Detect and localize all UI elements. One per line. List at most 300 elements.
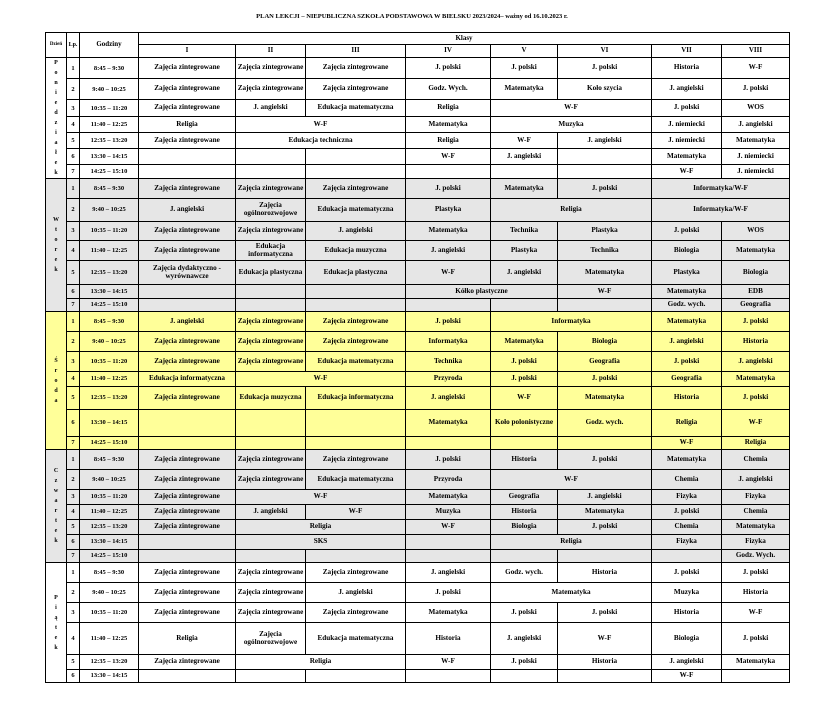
lesson-cell (491, 165, 558, 179)
lesson-cell: J. polski (652, 222, 722, 241)
lesson-cell (236, 550, 306, 563)
lesson-number: 1 (67, 450, 80, 470)
lesson-cell: Informatyka (491, 312, 652, 332)
lesson-cell: W-F (306, 505, 406, 520)
lesson-cell (236, 437, 306, 450)
lesson-cell: WOS (722, 222, 790, 241)
lesson-cell (139, 165, 236, 179)
lesson-cell (491, 299, 558, 312)
lesson-cell: Edukacja muzyczna (306, 241, 406, 261)
lesson-cell: Plastyka (652, 261, 722, 285)
lesson-hours: 14:25 – 15:10 (80, 165, 139, 179)
class-header: VIII (722, 45, 790, 58)
lesson-cell: J. polski (558, 179, 652, 199)
lesson-hours: 13:30 – 14:15 (80, 670, 139, 683)
lesson-hours: 9:40 – 10:25 (80, 199, 139, 222)
lesson-cell: J. angielski (491, 623, 558, 655)
lesson-cell: Edukacja matematyczna (306, 100, 406, 117)
lesson-cell (139, 670, 236, 683)
lesson-number: 3 (67, 603, 80, 623)
lesson-hours: 14:25 – 15:10 (80, 299, 139, 312)
lesson-cell: W-F (558, 285, 652, 299)
lesson-cell: Zajęcia zintegrowane (139, 563, 236, 583)
lesson-cell: Zajęcia zintegrowane (236, 352, 306, 372)
lesson-number: 5 (67, 133, 80, 149)
lesson-cell: J. polski (491, 603, 558, 623)
lesson-cell: Zajęcia zintegrowane (306, 450, 406, 470)
lesson-cell: Edukacja matematyczna (306, 352, 406, 372)
lesson-cell: Historia (491, 505, 558, 520)
lesson-hours: 9:40 – 10:25 (80, 470, 139, 490)
lesson-cell: Edukacja plastyczna (306, 261, 406, 285)
lesson-cell: Zajęcia zintegrowane (139, 490, 236, 505)
lesson-cell: Religia (236, 655, 406, 670)
schedule-row (46, 372, 790, 387)
lesson-cell: J. angielski (722, 352, 790, 372)
lesson-number: 4 (67, 623, 80, 655)
schedule-row (46, 299, 790, 312)
lesson-hours: 13:30 – 14:15 (80, 535, 139, 550)
lesson-cell: Zajęcia zintegrowane (139, 222, 236, 241)
lesson-cell: J. angielski (652, 655, 722, 670)
lesson-cell: Zajęcia zintegrowane (139, 520, 236, 535)
lesson-cell: W-F (236, 372, 406, 387)
lesson-cell: Matematyka (406, 410, 491, 437)
lesson-number: 4 (67, 372, 80, 387)
schedule-row (46, 241, 790, 261)
lesson-hours: 8:45 – 9:30 (80, 563, 139, 583)
lesson-cell: Matematyka (558, 505, 652, 520)
lesson-cell (306, 550, 406, 563)
class-header: III (306, 45, 406, 58)
lesson-hours: 8:45 – 9:30 (80, 450, 139, 470)
schedule-row (46, 352, 790, 372)
lesson-cell: J. angielski (652, 79, 722, 100)
lesson-cell: Zajęcia zintegrowane (306, 563, 406, 583)
lesson-cell: Zajęcia zintegrowane (139, 58, 236, 79)
lesson-cell: Chemia (722, 450, 790, 470)
lesson-cell: Zajęcia zintegrowane (139, 470, 236, 490)
class-header: II (236, 45, 306, 58)
lesson-number: 3 (67, 222, 80, 241)
lesson-cell: J. angielski (722, 470, 790, 490)
lesson-cell: Matematyka (406, 117, 491, 133)
header-lp: Lp. (67, 33, 80, 58)
lesson-cell: J. polski (558, 520, 652, 535)
lesson-cell: Zajęcia zintegrowane (139, 352, 236, 372)
lesson-cell: W-F (236, 117, 406, 133)
lesson-cell: Matematyka (722, 520, 790, 535)
class-header: IV (406, 45, 491, 58)
lesson-cell: W-F (236, 490, 406, 505)
lesson-cell: W-F (491, 470, 652, 490)
lesson-cell (558, 670, 652, 683)
lesson-cell: W-F (558, 623, 652, 655)
lesson-cell: EDB (722, 285, 790, 299)
lesson-cell: Fizyka (652, 535, 722, 550)
lesson-cell (491, 670, 558, 683)
lesson-number: 6 (67, 410, 80, 437)
lesson-cell: Matematyka (406, 490, 491, 505)
lesson-cell (306, 285, 406, 299)
lesson-cell (236, 285, 306, 299)
lesson-cell: J. polski (652, 100, 722, 117)
lesson-cell: J. angielski (722, 117, 790, 133)
lesson-cell: J. angielski (558, 490, 652, 505)
lesson-cell (652, 550, 722, 563)
lesson-cell: Koło szycia (558, 79, 652, 100)
lesson-cell: Plastyka (491, 241, 558, 261)
lesson-number: 7 (67, 165, 80, 179)
page-title: PLAN LEKCJI – NIEPUBLICZNA SZKOŁA PODSTAWOWA W BIELSKU 2023/2024– ważny od 16.10.2023 r. (256, 13, 568, 20)
lesson-cell: J. angielski (491, 261, 558, 285)
lesson-cell: Historia (652, 387, 722, 410)
lesson-cell (306, 437, 406, 450)
lesson-cell: Fizyka (722, 535, 790, 550)
lesson-hours: 13:30 – 14:15 (80, 285, 139, 299)
lesson-cell: W-F (491, 133, 558, 149)
lesson-cell: Godz. Wych. (722, 550, 790, 563)
lesson-cell: Biologia (652, 623, 722, 655)
lesson-cell: Geografia (652, 372, 722, 387)
lesson-cell: J. polski (558, 450, 652, 470)
lesson-number: 4 (67, 117, 80, 133)
schedule-row (46, 58, 790, 79)
lesson-cell: Godz. wych. (558, 410, 652, 437)
lesson-cell: Zajęcia zintegrowane (236, 450, 306, 470)
lesson-number: 5 (67, 520, 80, 535)
header-day: Dzień (46, 33, 67, 58)
lesson-cell: J. angielski (406, 387, 491, 410)
lesson-cell: W-F (652, 437, 722, 450)
lesson-cell: Edukacja matematyczna (306, 199, 406, 222)
lesson-cell: Edukacja matematyczna (306, 470, 406, 490)
schedule-row (46, 285, 790, 299)
lesson-cell: Zajęcia zintegrowane (139, 450, 236, 470)
lesson-cell: Informatyka/W-F (652, 179, 790, 199)
lesson-cell (139, 299, 236, 312)
lesson-cell: Historia (652, 58, 722, 79)
lesson-cell (306, 149, 406, 165)
lesson-cell: J. polski (558, 603, 652, 623)
lesson-cell: Kółko plastyczne (406, 285, 558, 299)
lesson-cell (558, 299, 652, 312)
lesson-hours: 10:35 – 11:20 (80, 490, 139, 505)
lesson-cell: W-F (491, 100, 652, 117)
day-label: Ś r o d a (46, 312, 67, 450)
class-header: I (139, 45, 236, 58)
schedule-table (45, 32, 790, 683)
lesson-cell: Fizyka (652, 490, 722, 505)
lesson-cell: Zajęcia zintegrowane (139, 241, 236, 261)
lesson-hours: 8:45 – 9:30 (80, 312, 139, 332)
lesson-cell: Chemia (722, 505, 790, 520)
lesson-hours: 13:30 – 14:15 (80, 149, 139, 165)
lesson-cell: Muzyka (406, 505, 491, 520)
lesson-number: 7 (67, 550, 80, 563)
lesson-cell: Matematyka (558, 261, 652, 285)
class-header: VII (652, 45, 722, 58)
lesson-hours: 14:25 – 15:10 (80, 437, 139, 450)
lesson-cell: Zajęcia zintegrowane (236, 563, 306, 583)
lesson-cell: Matematyka (406, 222, 491, 241)
schedule-row (46, 490, 790, 505)
lesson-cell (722, 670, 790, 683)
lesson-cell: Geografia (491, 490, 558, 505)
lesson-cell (406, 165, 491, 179)
lesson-cell: J. polski (722, 312, 790, 332)
lesson-cell: Technika (406, 352, 491, 372)
lesson-cell (139, 550, 236, 563)
lesson-number: 2 (67, 583, 80, 603)
lesson-cell: Godz. Wych. (406, 79, 491, 100)
schedule-row (46, 100, 790, 117)
lesson-number: 2 (67, 470, 80, 490)
schedule-row (46, 149, 790, 165)
lesson-cell: Biologia (722, 261, 790, 285)
lesson-number: 6 (67, 285, 80, 299)
lesson-hours: 10:35 – 11:20 (80, 100, 139, 117)
lesson-cell: Edukacja informatyczna (236, 241, 306, 261)
lesson-cell (406, 535, 491, 550)
lesson-cell: Matematyka (491, 79, 558, 100)
lesson-cell: J. angielski (406, 563, 491, 583)
lesson-cell: Historia (558, 563, 652, 583)
lesson-cell: Religia (236, 520, 406, 535)
schedule-row (46, 655, 790, 670)
lesson-cell: Edukacja matematyczna (306, 623, 406, 655)
schedule-row (46, 450, 790, 470)
lesson-cell: J. angielski (558, 133, 652, 149)
schedule-row (46, 165, 790, 179)
lesson-hours: 14:25 – 15:10 (80, 550, 139, 563)
lesson-hours: 12:35 – 13:20 (80, 520, 139, 535)
lesson-cell (406, 299, 491, 312)
day-label: C z w a r t e k (46, 450, 67, 563)
lesson-number: 6 (67, 670, 80, 683)
schedule-row (46, 550, 790, 563)
lesson-cell: Matematyka (491, 583, 652, 603)
lesson-cell (236, 670, 306, 683)
lesson-cell (139, 285, 236, 299)
lesson-cell: Edukacja informatyczna (306, 387, 406, 410)
lesson-cell: J. angielski (139, 199, 236, 222)
lesson-number: 5 (67, 655, 80, 670)
lesson-hours: 10:35 – 11:20 (80, 352, 139, 372)
lesson-cell: J. angielski (306, 222, 406, 241)
lesson-hours: 12:35 – 13:20 (80, 133, 139, 149)
lesson-cell (558, 165, 652, 179)
schedule-row (46, 222, 790, 241)
lesson-cell: Zajęcia zintegrowane (236, 583, 306, 603)
lesson-cell: Biologia (558, 332, 652, 352)
lesson-cell (306, 670, 406, 683)
lesson-cell (139, 149, 236, 165)
lesson-cell: J. polski (406, 312, 491, 332)
lesson-cell: W-F (406, 261, 491, 285)
lesson-cell (406, 437, 491, 450)
lesson-cell: J. polski (491, 352, 558, 372)
lesson-hours: 11:40 – 12:25 (80, 623, 139, 655)
lesson-number: 2 (67, 199, 80, 222)
class-header: VI (558, 45, 652, 58)
lesson-cell: Zajęcia zintegrowane (236, 332, 306, 352)
lesson-cell: W-F (722, 410, 790, 437)
schedule-row (46, 387, 790, 410)
lesson-cell: Fizyka (722, 490, 790, 505)
lesson-hours: 10:35 – 11:20 (80, 603, 139, 623)
lesson-cell: J. angielski (652, 332, 722, 352)
schedule-row (46, 437, 790, 450)
lesson-cell (236, 165, 306, 179)
lesson-cell (236, 410, 306, 437)
schedule-row (46, 563, 790, 583)
lesson-cell: Zajęcia zintegrowane (236, 58, 306, 79)
lesson-cell (236, 299, 306, 312)
lesson-cell: Informatyka/W-F (652, 199, 790, 222)
lesson-cell: J. polski (652, 563, 722, 583)
lesson-number: 3 (67, 490, 80, 505)
lesson-cell: Informatyka (406, 332, 491, 352)
lesson-cell: Historia (722, 583, 790, 603)
class-header: V (491, 45, 558, 58)
lesson-cell: Religia (406, 100, 491, 117)
lesson-cell: Historia (406, 623, 491, 655)
lesson-cell: Zajęcia zintegrowane (236, 179, 306, 199)
lesson-cell: Godz. wych. (652, 299, 722, 312)
lesson-cell: J. polski (722, 79, 790, 100)
lesson-hours: 10:35 – 11:20 (80, 222, 139, 241)
lesson-hours: 8:45 – 9:30 (80, 179, 139, 199)
header-classes: Klasy (139, 33, 790, 45)
lesson-cell: Matematyka (722, 372, 790, 387)
lesson-cell (306, 299, 406, 312)
lesson-cell: Zajęcia zintegrowane (139, 387, 236, 410)
lesson-cell: Edukacja techniczna (236, 133, 406, 149)
header-hours: Godziny (80, 33, 139, 58)
lesson-number: 4 (67, 241, 80, 261)
lesson-cell: W-F (406, 149, 491, 165)
lesson-cell: Matematyka (491, 179, 558, 199)
lesson-cell: Matematyka (722, 655, 790, 670)
lesson-hours: 9:40 – 10:25 (80, 332, 139, 352)
lesson-cell: J. niemiecki (652, 133, 722, 149)
lesson-cell (236, 149, 306, 165)
lesson-cell: Religia (139, 117, 236, 133)
lesson-cell: Historia (722, 332, 790, 352)
schedule-row (46, 583, 790, 603)
lesson-cell: W-F (491, 387, 558, 410)
lesson-cell: Zajęcia dydaktyczno - wyrównawcze (139, 261, 236, 285)
lesson-cell: Edukacja muzyczna (236, 387, 306, 410)
lesson-hours: 13:30 – 14:15 (80, 410, 139, 437)
lesson-cell: Geografia (558, 352, 652, 372)
lesson-cell: J. polski (722, 387, 790, 410)
schedule-row (46, 505, 790, 520)
lesson-cell: Matematyka (652, 285, 722, 299)
lesson-cell (139, 437, 236, 450)
lesson-cell (491, 550, 558, 563)
lesson-cell: J. polski (558, 372, 652, 387)
lesson-number: 2 (67, 332, 80, 352)
lesson-cell: Zajęcia zintegrowane (139, 603, 236, 623)
schedule-row (46, 603, 790, 623)
lesson-cell: Przyroda (406, 470, 491, 490)
schedule-row (46, 117, 790, 133)
lesson-cell: J. polski (491, 372, 558, 387)
lesson-cell (139, 410, 236, 437)
schedule-row (46, 623, 790, 655)
lesson-hours: 9:40 – 10:25 (80, 583, 139, 603)
lesson-cell: Technika (491, 222, 558, 241)
lesson-cell: Muzyka (491, 117, 652, 133)
lesson-number: 6 (67, 535, 80, 550)
lesson-cell: J. niemiecki (722, 165, 790, 179)
lesson-cell: WOS (722, 100, 790, 117)
lesson-cell: Zajęcia zintegrowane (306, 332, 406, 352)
lesson-cell: Godz. wych. (491, 563, 558, 583)
schedule-row (46, 312, 790, 332)
lesson-cell: J. polski (406, 450, 491, 470)
schedule-row (46, 410, 790, 437)
lesson-cell: W-F (406, 520, 491, 535)
lesson-cell: SKS (236, 535, 406, 550)
lesson-cell: Zajęcia zintegrowane (306, 79, 406, 100)
lesson-cell: Zajęcia zintegrowane (139, 79, 236, 100)
lesson-cell: Zajęcia zintegrowane (139, 100, 236, 117)
lesson-cell: J. angielski (491, 149, 558, 165)
lesson-hours: 11:40 – 12:25 (80, 372, 139, 387)
lesson-cell: Geografia (722, 299, 790, 312)
lesson-cell: Plastyka (558, 222, 652, 241)
lesson-cell: Muzyka (652, 583, 722, 603)
lesson-hours: 9:40 – 10:25 (80, 79, 139, 100)
lesson-cell: Przyroda (406, 372, 491, 387)
lesson-cell: Plastyka (406, 199, 491, 222)
lesson-cell: Historia (558, 655, 652, 670)
lesson-cell: Zajęcia zintegrowane (306, 603, 406, 623)
lesson-cell: Edukacja plastyczna (236, 261, 306, 285)
lesson-number: 1 (67, 58, 80, 79)
lesson-cell (491, 437, 558, 450)
lesson-cell: Koło polonistyczne (491, 410, 558, 437)
lesson-number: 5 (67, 261, 80, 285)
lesson-cell: Matematyka (652, 312, 722, 332)
lesson-cell: Zajęcia zintegrowane (306, 312, 406, 332)
lesson-cell (558, 437, 652, 450)
lesson-cell (306, 165, 406, 179)
lesson-cell: Matematyka (558, 387, 652, 410)
lesson-cell: Zajęcia zintegrowane (236, 79, 306, 100)
lesson-cell: Zajęcia zintegrowane (236, 603, 306, 623)
schedule-row (46, 79, 790, 100)
lesson-cell: Chemia (652, 520, 722, 535)
lesson-hours: 11:40 – 12:25 (80, 241, 139, 261)
schedule-row (46, 261, 790, 285)
lesson-cell: Religia (491, 535, 652, 550)
lesson-cell: Biologia (652, 241, 722, 261)
lesson-cell: J. polski (491, 655, 558, 670)
lesson-cell: Religia (139, 623, 236, 655)
lesson-cell: J. niemiecki (652, 117, 722, 133)
lesson-cell: W-F (652, 165, 722, 179)
lesson-number: 3 (67, 352, 80, 372)
lesson-hours: 11:40 – 12:25 (80, 505, 139, 520)
lesson-cell: Edukacja informatyczna (139, 372, 236, 387)
lesson-cell: Historia (491, 450, 558, 470)
lesson-cell: Zajęcia zintegrowane (236, 470, 306, 490)
lesson-cell: Zajęcia zintegrowane (139, 332, 236, 352)
